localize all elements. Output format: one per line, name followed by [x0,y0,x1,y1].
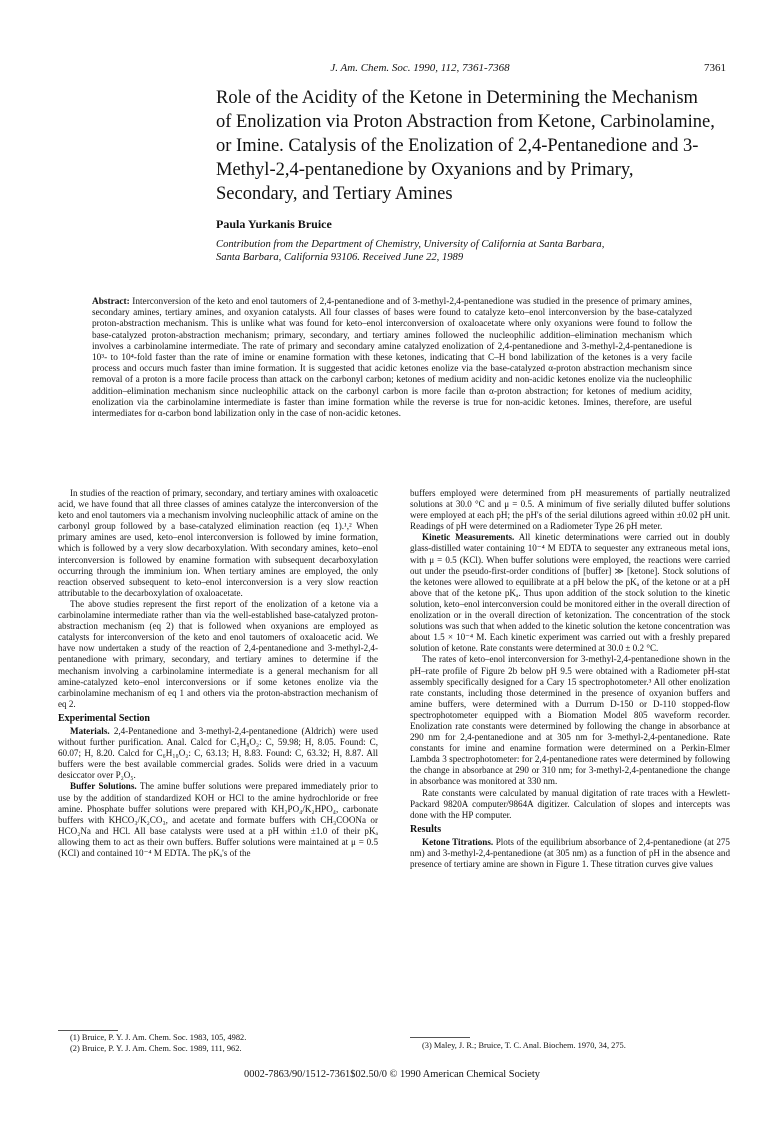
page-number: 7361 [704,62,726,74]
materials-text: 2,4-Pentanedione and 3-methyl-2,4-pentanedione (Aldrich) were used without further purification. Anal. Calcd for C₅H₈O₂: C, 59.98; H, 8.05. Found: C, 60.07; H, 8.20. Calcd for C₆H₁₀O₂: C, 63.13; H, 8.83. Found: C, 63.32; H, 8.87. All buffers were the best available commercial grades. Solids were dried in a vacuum desiccator over P₂O₅. [58,725,378,781]
kinetic-paragraph [410,532,730,654]
buffer-continued-paragraph: buffers employed were determined from pH measurements of partially neutralized solutions at 30.0 °C and μ = 0.5. A minimum of five serially diluted buffer solutions were employed at each pH; the pH's of the serial dilutions agreed within ±0.02 pH unit. Readings of pH were determined on a Radiometer Type 26 pH meter. [410,488,730,532]
kinetic-label: Kinetic Measurements. [422,532,515,543]
footnote-2: (2) Bruice, P. Y. J. Am. Chem. Soc. 1989, 111, 962. [70,1044,242,1053]
article-title: Role of the Acidity of the Ketone in Determining the Mechanism of Enolization via Proton Abstraction from Ketone, Carbinolamine, or Imine. Catalysis of the Enolization of 2,4-Pentanedione and 3-Methyl-2,4-pentanedione by Oxyanions and by Primary, Secondary, and Tertiary Amines [216,88,715,204]
buffer-label: Buffer Solutions. [70,781,137,792]
kinetic-text: All kinetic determinations were carried out in doubly glass-distilled water containing 10⁻⁴ M EDTA to sequester any extraneous metal ions, with μ = 0.5 (KCl). When buffer solutions were employed, the reactions were carried out under the pseudo-first-order conditions of [buffer] ≫ [ketone]. Stock solutions of the ketones were allowed to equilibrate at a pH below the pKₐ of the ketone or at a pH above that of the ketone pKₐ. Thus upon addition of the stock solution to the kinetic solution, keto–enol interconversion could be monitored either in the overall direction of enolization or in the overall direction of ketonization. The concentration of the stock solutions was such that when added to the kinetic solution the ketone concentration was about 1.5 × 10⁻⁴ M. Each kinetic experiment was carried out with a freshly prepared solution of ketone. Rate constants were determined at 30.0 ± 0.2 °C. [410,532,730,654]
buffer-text: The amine buffer solutions were prepared immediately prior to use by the addition of standardized KOH or HCl to the amine hydrochloride or free amine. Phosphate buffer solutions were prepared with KH₂PO₄/K₂HPO₄, carbonate buffers with KHCO₃/K₂CO₃, and acetate and formate buffers with CH₃COONa or HCO₂Na and HCl. All base catalysts were used at a pH within ±1.0 of their pKₐ allowing them to act as their own buffers. Buffer solutions were maintained at μ = 0.5 (KCl) and contained 10⁻⁴ M EDTA. The pKₐ's of the [58,781,378,858]
abstract [92,297,692,420]
materials-paragraph [58,726,378,781]
calculation-paragraph: Rate constants were calculated by manual digitation of rate traces with a Hewlett-Packard 9820A computer/9864A digitizer. Calculation of slopes and intercepts was done with the HP computer. [410,787,730,820]
affiliation [216,238,736,264]
intro-paragraph-1: In studies of the reaction of primary, secondary, and tertiary amines with oxaloacetic acid, we have found that all three classes of amines catalyze the interconversion of the keto and enol tautomers via a mechanism involving nucleophilic attack of amine on the carbonyl group followed by a base-catalyzed elimination reaction (eq 1).¹,² When primary amines are used, keto–enol interconversion is followed by imine formation, which is followed by a very slow decarboxylation. With secondary amines, keto–enol interconversion is followed by enamine formation with subsequent decarboxylation occurring through the imminium ion. When tertiary amines are employed, the only reaction observed subsequent to keto–enol interconversion is a very slow reaction attributable to the decarboxylation of oxaloacetate. [58,488,378,598]
right-column [410,488,730,870]
footnote-1: (1) Bruice, P. Y. J. Am. Chem. Soc. 1983, 105, 4982. [70,1033,247,1042]
ketone-text: Plots of the equilibrium absorbance of 2,4-pentanedione (at 275 nm) and 3-methyl-2,4-pentanedione (at 305 nm) as a function of pH in the absence and presence of tertiary amine are shown in Figure 1. These titration curves give values [410,836,730,870]
abstract-text: Interconversion of the keto and enol tautomers of 2,4-pentanedione and of 3-methyl-2,4-pentanedione was studied in the presence of primary amines, secondary amines, tertiary amines, and oxyanion catalysts. All four classes of bases were found to catalyze keto–enol interconversion by the base-catalyzed proton-abstraction mechanism. This is unlike what was found for keto–enol interconversion of oxaloacetate where only oxyanions were found to follow the base-catalyzed proton-abstraction mechanism; primary, secondary, and tertiary amines followed the nucleophilic addition–elimination mechanism which involves a carbinolamine intermediate. The rate of primary and secondary amine catalyzed enolization of 2,4-pentanedione and 3-methyl-2,4-pentanedione is 10³- to 10⁴-fold faster than the rate of imine or enamine formation with these ketones, indicating that C–H bond labilization of the ketones is a very facile process and occurs much faster than imine formation. It is suggested that acidic ketones enolize via the base-catalyzed α-proton abstraction mechanism since removal of a proton is a more facile process than attack on the carbonyl carbon; ketones of medium acidity and non-acidic ketones enolize via the nucleophilic addition–elimination mechanism since nucleophilic attack on the carbonyl carbon is more facile than α-proton abstraction; for ketones of medium acidity, enolization via the carbinolamine intermediate is faster than imine formation while the reverse is true for non-acidic ketones. Imines, therefore, are useful intermediates for α-carbon bond labilization only in the case of non-acidic ketones. [92,297,692,420]
footnote-3: (3) Maley, J. R.; Bruice, T. C. Anal. Biochem. 1970, 34, 275. [422,1041,626,1050]
footnote-rule-left [58,1030,118,1031]
author: Paula Yurkanis Bruice [216,217,332,231]
footnote-rule-right [410,1037,470,1038]
issn-copyright-line: 0002-7863/90/1512-7361$02.50/0 © 1990 American Chemical Society [244,1069,540,1080]
experimental-heading: Experimental Section [58,712,150,724]
results-heading: Results [410,823,442,835]
buffer-paragraph [58,781,378,859]
left-column [58,488,378,859]
affiliation-line-2: Santa Barbara, California 93106. Received June 22, 1989 [216,252,464,263]
ketone-label: Ketone Titrations. [422,836,494,847]
abstract-label: Abstract: [92,297,130,307]
affiliation-line-1: Contribution from the Department of Chemistry, University of California at Santa Barbara, [216,239,605,250]
intro-paragraph-2: The above studies represent the first report of the enolization of a ketone via a carbinolamine intermediate rather than via the well-established base-catalyzed proton-abstraction mechanism (eq 2) that is followed when oxyanions are employed as catalysts for interconversion of the keto and enol tautomers of oxaloacetic acid. We have now undertaken a study of the reaction of 2,4-pentanedione and 3-methyl-2,4-pentanedione with primary, secondary, and tertiary amines to determine if the mechanism involving a carbinolamine intermediate is a general mechanism for all amine-catalyzed keto–enol interconversions or if some ketones enolize via the carbinolamine mechanism of eq 1 and others via the proton-abstraction mechanism of eq 2. [58,598,378,709]
running-head: J. Am. Chem. Soc. 1990, 112, 7361-7368 [330,62,510,74]
ketone-titrations-paragraph [410,837,730,870]
rates-paragraph: The rates of keto–enol interconversion for 3-methyl-2,4-pentanedione shown in the pH–rate profile of Figure 2b below pH 9.5 were obtained with a Radiometer pH-stat assembly specifically designed for a Cary 15 spectrophotometer.³ All other enolization rate constants, including those determined in the presence of oxyanion buffers and amine buffers, were determined with a Durrum D-150 or D-110 stopped-flow spectrophotometer equipped with a Biomation Model 805 waveform recorder. Enolization rate constants were determined by following the change in absorbance at 290 nm for 2,4-pentanedione and at 305 nm for 3-methyl-2,4-pentanedione. Rate constants for imine and enamine formation were determined on a Perkin-Elmer Lambda 3 spectrophotometer: for 2,4-pentanedione rates were determined by following the change in absorbance at 290 or 310 nm; for 3-methyl-2,4-pentanedione the change in absorbance was monitored at 330 nm. [410,654,730,787]
materials-label: Materials. [70,725,110,736]
